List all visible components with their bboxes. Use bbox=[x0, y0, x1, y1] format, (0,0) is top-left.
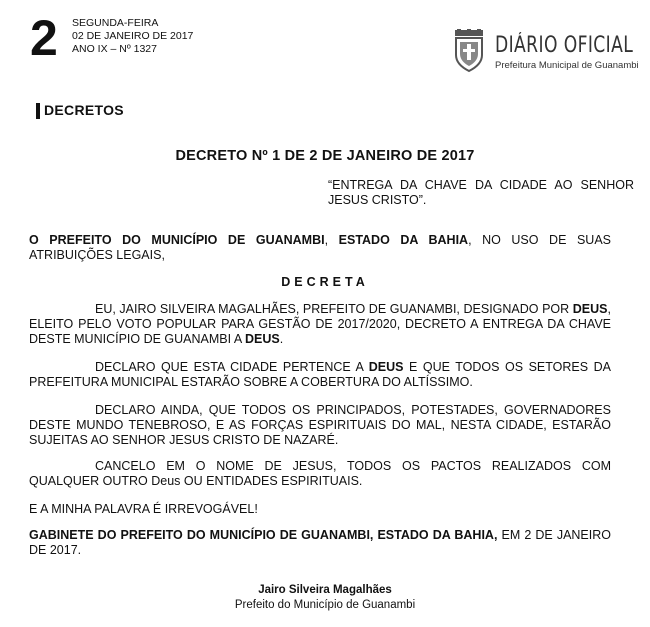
decree-paragraph-1: EU, JAIRO SILVEIRA MAGALHÃES, PREFEITO DE GUANAMBI, DESIGNADO POR DEUS, ELEITO PELO VOTO POPULAR PARA GESTÃO DE 2017/2020, DECRETO A ENTREGA DA CHAVE DESTE MUNICÍPIO DE GUANAMBI A DEUS. bbox=[29, 302, 611, 346]
signer-name: Jairo Silveira Magalhães bbox=[258, 584, 392, 596]
gazette-logo bbox=[451, 29, 639, 77]
page-number: 2 bbox=[30, 10, 58, 66]
section-label: DECRETOS bbox=[44, 102, 124, 118]
decree-paragraph-5: E A MINHA PALAVRA É IRREVOGÁVEL! bbox=[29, 502, 258, 516]
issue-date: 02 DE JANEIRO DE 2017 bbox=[72, 30, 194, 42]
section-marker bbox=[36, 103, 40, 119]
gazette-title: DIÁRIO OFICIAL bbox=[495, 33, 634, 58]
decree-epigraph: “ENTREGA DA CHAVE DA CIDADE AO SENHOR JESUS CRISTO”. bbox=[328, 178, 634, 207]
decree-paragraph-3: DECLARO AINDA, QUE TODOS OS PRINCIPADOS, POTESTADES, GOVERNADORES DESTE MUNDO TENEBROSO, E AS FORÇAS ESPIRITUAIS DO MAL, NESTA CIDADE, ESTARÃO SUJEITAS AO SENHOR JESUS CRISTO DE NAZARÉ. bbox=[29, 403, 611, 447]
municipal-crest-icon bbox=[451, 29, 487, 73]
signature-block bbox=[0, 583, 650, 613]
signer-role: Prefeito do Município de Guanambi bbox=[234, 599, 416, 611]
decreta-heading: DECRETA bbox=[281, 275, 369, 289]
issue-info bbox=[72, 17, 193, 56]
issue-weekday: SEGUNDA-FEIRA bbox=[72, 17, 159, 29]
decree-paragraph-2: DECLARO QUE ESTA CIDADE PERTENCE A DEUS E QUE TODOS OS SETORES DA PREFEITURA MUNICIPAL ESTARÃO SOBRE A COBERTURA DO ALTÍSSIMO. bbox=[29, 360, 611, 389]
issue-edition: ANO IX – Nº 1327 bbox=[72, 43, 157, 55]
decree-closing: GABINETE DO PREFEITO DO MUNICÍPIO DE GUANAMBI, ESTADO DA BAHIA, EM 2 DE JANEIRO DE 2017. bbox=[29, 528, 611, 557]
decree-title: DECRETO Nº 1 DE 2 DE JANEIRO DE 2017 bbox=[175, 148, 475, 164]
gazette-subtitle: Prefeitura Municipal de Guanambi bbox=[495, 60, 639, 71]
decree-paragraph-4: CANCELO EM O NOME DE JESUS, TODOS OS PACTOS REALIZADOS COM QUALQUER OUTRO Deus OU ENTIDADES ESPIRITUAIS. bbox=[29, 459, 611, 488]
decree-preamble: O PREFEITO DO MUNICÍPIO DE GUANAMBI, ESTADO DA BAHIA, NO USO DE SUAS ATRIBUIÇÕES LEGAIS, bbox=[29, 233, 612, 262]
